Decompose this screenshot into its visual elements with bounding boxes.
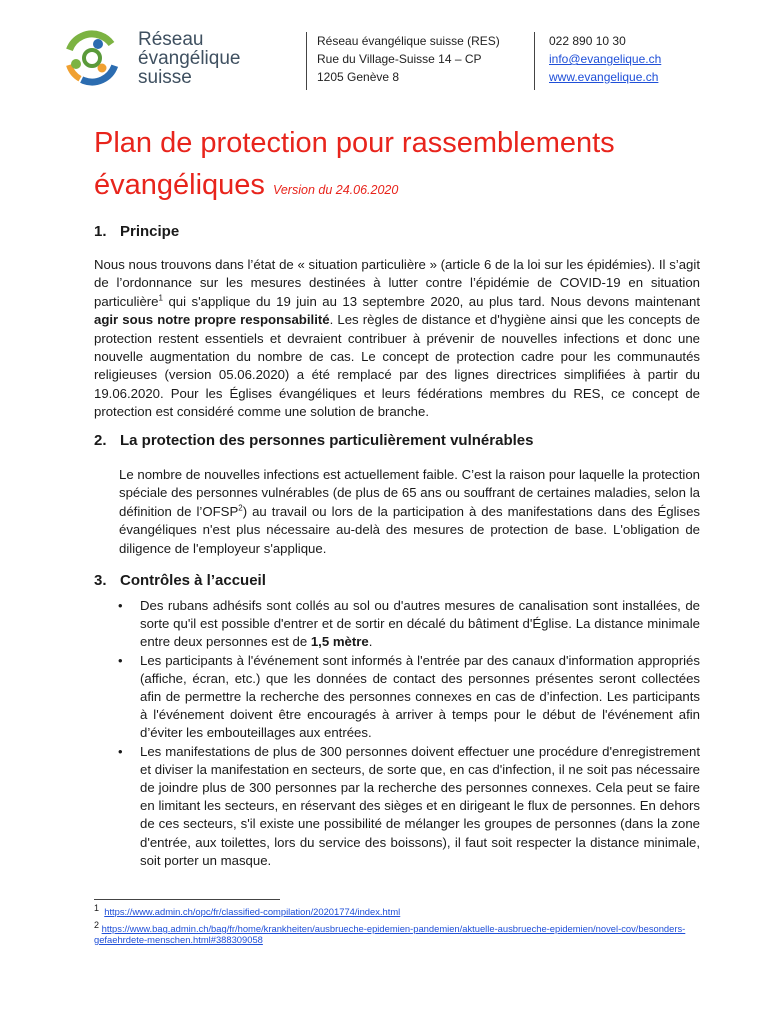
footnote-mark: 1 [94,902,100,913]
section-title: La protection des personnes particulièrement vulnérables [120,432,534,449]
res-logo-icon [62,28,122,88]
email-link[interactable]: info@evangelique.ch [549,52,662,66]
emphasis: 1,5 mètre [310,634,369,650]
footnote-ref[interactable]: 2 [238,503,243,513]
document-title [94,122,714,211]
footnote-link[interactable]: https://www.bag.admin.ch/bag/fr/home/krankheiten/ausbrueche-epidemien-pandemien/aktuelle-ausbrueche-epidemien/novel-cov/besonders-gefaehrdete-menschen.html#388309058 [94,923,686,945]
section-2-paragraph [119,466,700,558]
section-heading-2 [94,432,533,449]
footnote-ref[interactable]: 1 [158,293,163,303]
title-line-1: Plan de protection pour rassemblements [94,127,615,159]
title-line-2: évangéliques [94,169,265,201]
address-line: Rue du Village-Suisse 14 – CP [317,52,482,66]
text-run: ) au travail ou lors de la participation à des manifestations dans des Églises évangéliques n'est plus nécessaire au-delà des mesures de protection de base. L'obligation de diligence de l'employeur s'applique. [119,503,700,556]
text-run: . Les règles de distance et d'hygiène ainsi que les concepts de protection restent essentiels et devraient contribuer à prévenir de nouvelles infections et donc une nouvelle augmentation du nombre de cas. Le concept de protection cadre pour les communautés religieuses (version 05.06.2020) a été remplacé par des lignes directrices simplifiées à partir du 19.06.2020. Pour les Églises évangéliques et leurs fédérations membres du RES, ce concept de protection est considéré comme une solution de branche. [94,312,701,420]
footnote-mark: 2 [94,919,100,930]
text-run: Des rubans adhésifs sont collés au sol ou d'autres mesures de canalisation sont installées, de sorte qu'il est possible d'entrer et de sortir en décalé du bâtiment d'Église. La distance minimale entre deux personnes est de [140,598,700,650]
measures-list [118,597,700,870]
section-title: Principe [120,223,180,240]
text-run: Le nombre de nouvelles infections est actuellement faible. C’est la raison pour laquelle la protection spéciale des personnes vulnérables (de plus de 65 ans ou souffrant de certaines maladies, selon la définition de l’OFSP [119,467,700,519]
list-item: • Les manifestations de plus de 300 personnes doivent effectuer une procédure d'enregistrement et diviser la manifestation en secteurs, de sorte que, en cas d'infection, il ne soit pas nécessaire de joindre plus de 300 personnes par la recherche des personnes connexes. Cela peut se faire en limitant les secteurs, en réservant des sièges et en dirigeant le flux de personnes. En dehors de ces secteurs, s'il existe une possibilité de mélanger les groupes de personnes (dans la zone d'entrée, aux toilettes, lors du service des boissons), il faut soit respecter la distance minimale, soit porter un masque. [118,743,700,870]
footnote-link[interactable]: https://www.admin.ch/opc/fr/classified-compilation/20201774/index.html [104,906,401,917]
section-heading-3 [94,572,266,589]
address-line: Réseau évangélique suisse (RES) [317,34,500,48]
logo-line: évangélique [138,48,241,69]
list-item [118,597,700,652]
text-run: Nous nous trouvons dans l’état de « situation particulière » (article 6 de la loi sur les épidémies). Il s’agit de l’ordonnance sur les mesures destinées à lutter contre l’épidémie de COVID-19 en situation particulière [94,257,700,309]
phone-number: 022 890 10 30 [549,34,626,48]
section-heading-1 [94,223,179,240]
logo-wordmark [138,30,240,87]
text-run: . [368,634,373,650]
postal-address [306,32,500,90]
contact-block [534,32,661,90]
section-title: Contrôles à l’accueil [120,572,266,589]
section-number: 1. [94,223,107,240]
emphasis: agir sous notre propre responsabilité [94,312,330,328]
section-number: 3. [94,572,107,589]
text-run: qui s'applique du 19 juin au 13 septembre 2020, au plus tard. Nous devons maintenant [162,293,700,309]
version-date: Version du 24.06.2020 [272,183,399,197]
footnote-1 [94,902,694,917]
logo-line: suisse [138,67,192,88]
section-number: 2. [94,432,107,449]
section-1-paragraph [94,256,700,422]
logo-line: Réseau [138,29,204,50]
letterhead [62,28,702,90]
footnote-2 [94,919,694,945]
website-link[interactable]: www.evangelique.ch [549,70,659,84]
list-item: • Les participants à l'événement sont informés à l'entrée par des canaux d'information appropriés (affiche, écran, etc.) que les données de contact des personnes présentes seront collectées afin de permettre la recherche des personnes connexes en cas de d’infection. Les participants à l'événement doivent être encouragés à arriver à temps pour le début de l'événement afin d’éviter les embouteillages aux entrées. [118,652,700,743]
footnote-divider [94,899,280,900]
address-line: 1205 Genève 8 [317,70,400,84]
